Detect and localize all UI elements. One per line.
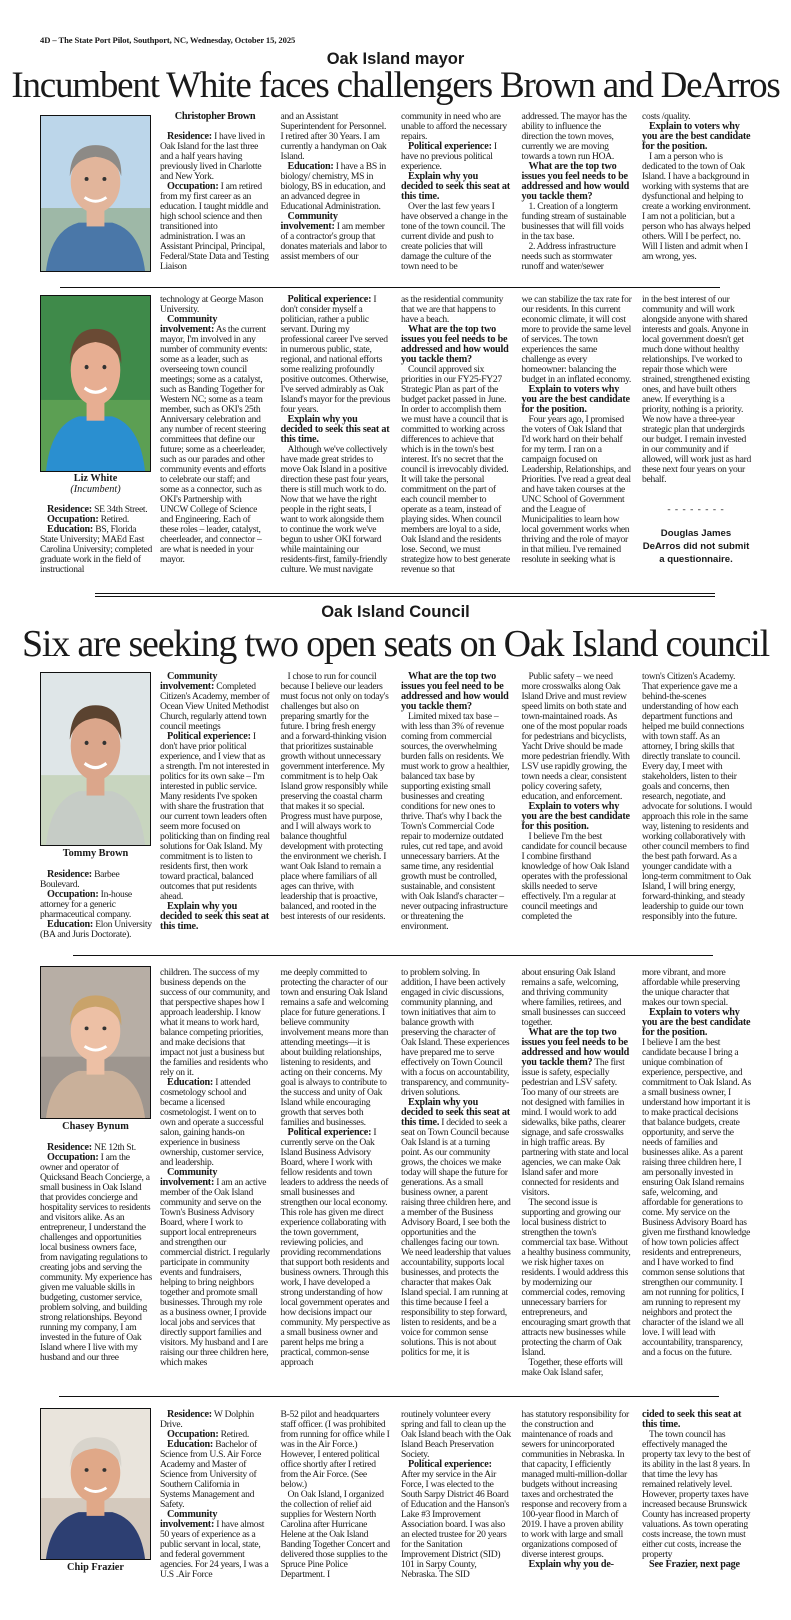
paragraph-text: Explain why you decided to seek this seat at this time. [401,171,510,202]
paragraph-text: In-house attorney for a generic pharmaceutical company. [40,889,132,920]
text-column [281,968,391,1368]
paragraph-text: Bachelor of Science from U.S. Air Force Academy and Master of Science from University of Southern California in Systems Management and Safety. [160,1439,262,1510]
text-column [160,1410,270,1580]
paragraph-lead: Residence: [47,869,92,880]
text-column [160,295,270,565]
paragraph-text: I attended cosmetology school and became a licensed cosmetologist. I went on to own and operate a successful salon, gaining hands-on experience in business ownership, customer service, and leadership. [160,1077,264,1168]
paragraph-text: BS, Florida State University; MAEd East Carolina University; completed graduate work in the field of instructional [40,524,152,575]
paragraph [401,112,511,142]
text-column [522,1410,632,1570]
paragraph-text: I am an active member of the Oak Island community and serve on the Town's Business Advisory Board, where I work to support local entrepreneurs and strengthen our commercial district. I regularly participate in community events and fundraisers, helping to bring neighbors together and promote small businesses. Through my role as a business owner, I provide local jobs and services that directly support families and visitors. My husband and I are raising our three children here, which makes [160,1177,270,1368]
text-column [401,672,511,932]
text-column [281,112,391,262]
photo-column-text [40,870,152,940]
photo-caption [40,473,151,495]
paragraph-text: has statutory responsibility for the construction and maintenance of roads and sewers for unincorporated communities in Nebraska. In that capacity, I efficiently managed multi-million-dollar budgets without increasing taxes and orchestrated the response and recovery from a 100-year flood in March of 2019. I have a proven ability to work with large and small organizations composed of diverse interest groups. [521,1409,629,1560]
question-heading [522,385,632,415]
candidate-name: Tommy Brown [62,848,129,859]
candidate-photo [40,295,151,472]
paragraph [401,1098,511,1358]
paragraph-text: I am the owner and operator of Quicksand Beach Concierge, a small business in Oak Island that provides concierge and hospitality services to residents and visitors alike. As an entrepreneur, I understand the challenges and opportunities local business owners face, from navigating regulations to creating jobs and serving the community. My experience has given me valuable skills in budgeting, customer service, problem solving, and building strong relationships. Beyond running my company, I am invested in the future of Oak Island where I live with my husband and our three [40,1152,152,1363]
portrait-illustration [41,967,150,1118]
candidate-photo [40,1408,151,1560]
divider [60,287,720,288]
paragraph [40,920,152,940]
text-column [160,112,270,272]
paragraph [401,712,511,932]
paragraph [522,1410,632,1560]
paragraph-text: I have no previous political experience. [401,141,497,172]
paragraph-text: routinely volunteer every spring and fall to clean up the Oak Island beach with the Oak Island Beach Preservation Society. [401,1409,511,1460]
candidate-name: Chip Frazier [67,1562,124,1573]
paragraph [160,732,270,902]
question-heading [401,672,511,712]
paragraph [522,832,632,922]
paragraph-text: The town council has effectively managed the property tax levy to the best of its ability in the last 8 years. In that time the levy has remained relatively level. However, property taxes have increased because Brunswick County has increased property valuations. As town operating costs increase, the town must either cut costs, increase the property [642,1429,751,1560]
paragraph-text: After my service in the Air Force, I was elected to the South Sarpy District 46 Board of Education and the Hanson's Lake #3 Improvement Association board. I was also an elected trustee for 20 years for the Sanitation Improvement District (SID) 101 in Sarpy County, Nebraska. The SID [401,1469,510,1580]
paragraph-text: Council approved six priorities in our FY25-FY27 Strategic Plan as part of the budget packet passed in June. In order to accomplish them we must have a council that is committed to working across differences to achieve that which is in the town's best interest. It's no secret that the council is irrevocably divided. It will take the personal commitment on the part of each council member to operate as a team, instead of playing sides. When council members are loyal to a side, Oak Island and the residents lose. Second, we must strategize how to best generate revenue so that [401,364,510,575]
paragraph-text: Elon University (BA and Juris Doctorate). [40,919,152,940]
text-column [642,968,752,1358]
paragraph-text: I have lived in Oak Island for the last three and a half years having previously lived in Charlotte and New York. [160,131,265,182]
paragraph [160,315,270,565]
paragraph-text: The second issue is supporting and growing our local business district to strengthen the town's commercial tax base. Without a healthy business community, we risk higher taxes on residents. I would address this by modernizing our commercial codes, removing unnecessary barriers for entrepreneurs, and encouraging smart growth that attracts new businesses while protecting the charm of Oak Island. [521,1197,631,1358]
paragraph [522,112,632,162]
text-column [522,112,632,272]
paragraph-text: What are the top two issues you feel need to be addressed and how would you tackle them? [401,671,509,712]
paragraph [160,672,270,732]
page-masthead: 4D – The State Port Pilot, Southport, NC, Wednesday, October 15, 2025 [40,35,296,45]
paragraph-text: technology at George Mason University. [160,294,264,315]
paragraph [522,202,632,242]
photo-caption [40,848,151,859]
paragraph-text: Although we've collectively have made great strides to move Oak Island in a positive direction these past four years, there is still much work to do. Now that we have the right people in the right seats, I want to work alongside them to continue the work we've begun to usher OKI forward while maintaining our residents-first, family-friendly culture. We must navigate [280,444,389,575]
paragraph-text: I chose to run for council because I believe our leaders must focus not only on today's challenges but also on preparing smartly for the future. I bring fresh energy and a forward-thinking vision that prioritizes sustainable growth without unnecessary government interference. My commitment is to help Oak Island grow responsibly while preserving the coastal charm that makes it so special. Progress must have purpose, and I will always work to balance thoughtful development with protecting the environment we cherish. I want Oak Island to remain a place where familiars of all ages can thrive, with leadership that is proactive, balanced, and rooted in the best interests of our residents. [280,671,389,922]
question-heading [401,172,511,202]
paragraph-text: town's Citizen's Academy. That experience gave me a behind-the-scenes understanding of how each department functions and helped me build connections with town staff. As an attorney, I bring skills that directly translate to council. Every day, I meet with stakeholders, listen to their goals and concerns, then research, negotiate, and advocate for solutions. I would approach this role in the same way, listening to residents and working collaboratively with other council members to find the best path forward. As a younger candidate with a long-term commitment to Oak Island, I will bring energy, forward-thinking, and steady leadership to guide our town responsibly into the future. [642,671,752,922]
divider [59,1396,719,1397]
paragraph-text: Together, these efforts will make Oak Island safer, [521,1357,623,1378]
paragraph [160,1510,270,1580]
text-column [522,295,632,565]
paragraph-text: Public safety – we need more crosswalks along Oak Island Drive and must review speed limits on both state and town-maintained roads. As one of the most popular roads for pedestrians and bicyclists, Yacht Drive should be made more pedestrian friendly. With LSV use rapidly growing, the town needs a clear, consistent policy covering safety, education, and enforcement. [521,671,630,802]
paragraph-text: in the best interest of our community and will work alongside anyone with shared interests and goals. Anyone in local government doesn't get much done without healthy relationships. I've worked to repair those which were strained, strengthened existing ones, and have built others anew. If everything is a priority, nothing is a priority. We now have a three-year strategic plan that undergirds our budget. I remain invested in our community and if allowed, will work just as hard these next four years on your behalf. [642,294,752,485]
paragraph [522,1028,632,1198]
divider [73,955,713,956]
paragraph-text: we can stabilize the tax rate for our residents. In this current economic climate, it will cost more to provide the same level of services. The town experiences the same challenge as every homeowner: balancing the budget in an inflated economy. [521,294,632,385]
paragraph [642,1430,752,1560]
paragraph-text: 2. Address infrastructure needs such as stormwater runoff and water/sewer [521,241,616,272]
paragraph-lead: What are the top two issues you feel needs to be addressed and how would you tackle them? [521,1027,630,1068]
paragraph-text: Over the last few years I have observed a change in the tone of the town council. The current divide and push to create policies that will damage the culture of the town need to be [401,201,508,272]
paragraph [40,890,152,920]
paragraph-text: more vibrant, and more affordable while preserving the unique character that makes our town special. [642,967,740,1008]
paragraph [522,1198,632,1358]
paragraph-text: NE 12th St. [91,1142,136,1153]
paragraph [642,672,752,922]
candidate-name: Chasey Bynum [62,1121,129,1132]
photo-column-text [40,505,152,575]
candidate-name: Liz White [73,473,118,484]
paragraph-text: I am retired from my first career as an education. I taught middle and high school science and then transitioned into administration. I was an Assistant Principal, Principal, Federal/State Data and Testing Liaison [160,181,269,272]
question-heading [642,1560,752,1570]
question-heading [642,1008,752,1038]
headline-council: Six are seeking two open seats on Oak Island council [21,623,769,665]
paragraph-lead: Community involvement: [160,671,218,692]
paragraph-lead: Community involvement: [160,314,218,335]
candidate-photo [40,672,151,846]
paragraph-text: Explain why you decided to seek this seat at this time. [160,901,269,932]
paragraph-lead: Occupation: [167,1429,219,1440]
paragraph-text: What are the top two issues you feel needs to be addressed and how would you tackle them? [401,324,509,365]
paragraph [281,162,391,212]
paragraph [281,212,391,262]
paragraph [401,202,511,272]
paragraph [401,1410,511,1460]
paragraph [40,525,152,575]
paragraph-text: I believe I'm the best candidate for council because I combine firsthand knowledge of how Oak Island operates with the professional skills needed to serve effectively. I'm a regular at council meetings and completed the [521,831,630,922]
paragraph-text: 1. Creation of a longterm funding stream of sustainable businesses that will fill voids in the tax base. [521,201,627,242]
paragraph [160,182,270,272]
separator: - - - - - - - - [667,504,725,515]
question-heading [642,122,752,152]
text-column [160,672,270,932]
paragraph-text: I have almost 50 years of experience as a public servant in local, state, and federal government agencies. For 24 years, I was a U.S .Air Force [160,1519,269,1580]
paragraph-text: I don't have prior political experience, and I view that as a strength. I'm not interested in politics for its own sake – I'm interested in public service. Many residents I've spoken with share the frustration that our current town leaders often seem more focused on politicking than on finding real solutions for Oak Island. My commitment is to listen to residents first, then work toward practical, balanced outcomes that put residents ahead. [160,731,270,902]
text-column [522,968,632,1378]
paragraph [401,295,511,325]
text-column [522,672,632,922]
paragraph [281,1128,391,1368]
paragraph-text: W Dolphin Drive. [160,1409,254,1430]
text-column [160,968,270,1368]
paragraph-text: Christopher Brown [174,111,256,122]
paragraph-text: I am member of a contractor's group that donates materials and labor to assist members of our [280,221,387,262]
paragraph-text: B-52 pilot and headquarters staff officer. (I was prohibited from running for office while I was in the Air Force.) However, I entered political office shortly after I retired from the Air Force. (See below.) [280,1409,390,1490]
paragraph-text: I currently serve on the Oak Island Business Advisory Board, where I work with fellow residents and town leaders to address the needs of small businesses and strengthen our local economy. This role has given me direct experience collaborating with the town government, reviewing policies, and providing recommendations that support both residents and business owners. Through this work, I have developed a strong understanding of how local government operates and how decisions impact our community. My perspective as a small business owner and parent helps me bring a practical, common-sense approach [280,1127,390,1368]
paragraph-text: As the current mayor, I'm involved in any number of community events: some as a leader, such as overseeing town council meetings; some as a catalyst, such as Banding Together for Western NC; some as a team member, such as OKI's 25th Anniversary celebration and any number of recent steering committees that define our future; some as a cheerleader, such as our parades and other community events and efforts to celebrate our staff; and some as a connector, such as OKI's Partnership with UNCW College of Science and Engineering. Each of these roles – leader, catalyst, cheerleader, and connector – are what is needed in your mayor. [160,324,268,565]
section-kicker-mayor: Oak Island mayor [326,50,465,68]
paragraph [522,295,632,385]
headline-mayor: Incumbent White faces challengers Brown and DeArros [11,65,780,106]
paragraph [522,242,632,272]
paragraph-text: about ensuring Oak Island remains a safe, welcoming, and thriving community where families, retirees, and small businesses can succeed together. [521,967,626,1028]
paragraph [522,672,632,802]
paragraph-lead: Education: [47,919,94,930]
paragraph [401,968,511,1098]
paragraph-text: to problem solving. In addition, I have been actively engaged in civic discussions, community planning, and town initiatives that aim to balance growth with preserving the character of Oak Island. These experiences have prepared me to serve effectively on Town Council with a focus on accountability, transparency, and community-driven solutions. [401,967,510,1098]
text-column [401,295,511,575]
paragraph-text: Political experience: [408,1459,492,1470]
paragraph [160,1440,270,1510]
text-column [642,672,752,922]
paragraph-text: See Frazier, next page [649,1559,740,1570]
paragraph [401,365,511,575]
paragraph [160,968,270,1078]
paragraph-text: community in need who are unable to afford the necessary repairs. [401,111,507,142]
paragraph-lead: Community involvement: [160,1167,218,1188]
paragraph [40,870,152,890]
paragraph [160,1078,270,1168]
portrait-illustration [41,1409,150,1559]
candidate-name [160,112,270,122]
paragraph [642,295,752,485]
text-column [281,672,391,922]
paragraph [281,445,391,575]
paragraph-text: On Oak Island, I organized the collection of relief aid supplies for Western North Carolina after Hurricane Helene at the Oak Island Banding Together Concert and delivered those supplies to the Spruce Pine Police Department. I [280,1489,390,1580]
section-divider [95,593,715,597]
paragraph-text: me deeply committed to protecting the character of our town and ensuring Oak Island remains a safe and welcoming place for future generations. I believe community involvement means more than attending meetings—it is about building relationships, listening to residents, and acting on their concerns. My goal is always to contribute to the success and unity of Oak Island while encouraging growth that serves both families and businesses. [280,967,389,1128]
paragraph-lead: Occupation: [47,889,99,900]
paragraph [160,1410,270,1430]
paragraph-text: I believe I am the best candidate because I bring a unique combination of experience, perspective, and commitment to Oak Island. As a small business owner, I understand how important it is to make practical decisions that balance budgets, create opportunity, and serve the needs of families and businesses alike. As a parent raising three children here, I am personally invested in ensuring Oak Island remains safe, welcoming, and affordable for generations to come. My service on the Business Advisory Board has given me firsthand knowledge of how town policies affect residents and entrepreneurs, and I have worked to find common sense solutions that strengthen our community. I am not running for politics, I am running to represent my neighbors and protect the character of the island we all love. I will lead with accountability, transparency, and a focus on the future. [642,1037,752,1358]
paragraph-lead: Occupation: [47,514,99,525]
paragraph [160,1168,270,1368]
paragraph-text: as the residential community that we are that happens to have a beach. [401,294,504,325]
paragraph-text: Limited mixed tax base – with less than 3% of revenue coming from commercial sources, the overwhelming burden falls on residents. We must work to grow a healthier, balanced tax base by supporting existing small businesses and creating conditions for new ones to thrive. That's why I back the Town's Commercial Code repair to modernize outdated rules, cut red tape, and avoid unnecessary barriers. At the same time, any residential growth must be controlled, sustainable, and consistent with Oak Island's character – never outpacing infrastructure or threatening the environment. [401,711,510,932]
paragraph-lead: Residence: [47,504,92,515]
paragraph-lead: Education: [167,1439,214,1450]
question-heading [522,802,632,832]
paragraph-lead: Community involvement: [280,211,338,232]
paragraph-lead: Residence: [167,131,212,142]
paragraph-text: costs /quality. [642,111,691,122]
text-column [642,112,752,262]
paragraph-lead: Political experience: [167,731,251,742]
paragraph [281,1490,391,1580]
paragraph-text: Explain to voters why you are the best candidate for this position. [521,801,630,832]
text-column [642,1410,752,1570]
text-column [281,295,391,575]
paragraph [160,295,270,315]
paragraph [401,1470,511,1580]
text-column [642,295,752,485]
paragraph [281,112,391,162]
question-heading [401,325,511,365]
paragraph [642,152,752,262]
paragraph [160,132,270,182]
paragraph [281,1410,391,1490]
text-column [401,968,511,1358]
paragraph-lead: Education: [47,524,94,535]
paragraph-text: Four years ago, I promised the voters of Oak Island that I'd work hard on their behalf for my term. I ran on a campaign focused on Leadership, Relationships, and Priorities. I've read a great deal and have taken courses at the UNC School of Government and the League of Municipalities to learn how local government works when thriving and the role of mayor in that milieu. I've remained resolute in seeking what is [521,414,631,565]
paragraph-text: Explain to voters why you are the best candidate for the position. [642,1007,751,1038]
paragraph-text: I have a BS in biology/ chemistry, MS in biology, BS in education, and an advanced degree in Educational Administration. [280,161,386,212]
paragraph [281,968,391,1128]
paragraph [401,142,511,172]
paragraph-text: addressed. The mayor has the ability to influence the direction the town moves, currently we are moving towards a town run HOA. [521,111,627,162]
paragraph [642,1038,752,1358]
paragraph [642,968,752,1008]
candidate-photo [40,115,151,272]
photo-column-text [40,1143,152,1363]
paragraph-text: Retired. [98,514,129,525]
paragraph-lead: Occupation: [47,1152,99,1163]
paragraph-lead: Community involvement: [160,1509,218,1530]
paragraph-lead: Political experience: [408,141,492,152]
question-heading [281,415,391,445]
paragraph-lead: Residence: [47,1142,92,1153]
dearros-note: Douglas James DeArros did not submit a questionnaire. [642,528,750,565]
paragraph [522,415,632,565]
paragraph-lead: Education: [167,1077,214,1088]
paragraph-text: and an Assistant Superintendent for Personnel. I retired after 30 Years. I am currently a handyman on Oak Island. [280,111,387,162]
question-heading [522,162,632,202]
paragraph-text: Explain why you de- [528,1559,614,1570]
paragraph-lead: Residence: [167,1409,212,1420]
paragraph-text: Retired. [218,1429,249,1440]
paragraph-text: Explain why you decided to seek this seat at this time. [280,414,390,445]
question-heading [522,1560,632,1570]
paragraph-text: The first issue is safety, especially pedestrian and LSV safety. Too many of our streets are not designed with families in mind. I would work to add sidewalks, bike paths, clearer signage, and safe crosswalks in high traffic areas. By partnering with state and local agencies, we can make Oak Island safer and more connected for residents and visitors. [521,1057,629,1198]
photo-caption [40,1121,151,1132]
candidate-photo [40,966,151,1119]
paragraph-text: Explain to voters why you are the best candidate for the position. [642,121,751,152]
paragraph [40,1153,152,1363]
paragraph [281,672,391,922]
paragraph-text: SE 34th Street. [91,504,148,515]
paragraph-lead: Political experience: [287,294,372,305]
portrait-illustration [41,673,150,845]
paragraph-text: Barbee Boulevard. [40,869,120,890]
paragraph [522,1358,632,1378]
paragraph-lead: Occupation: [167,181,219,192]
paragraph-lead: Political experience: [287,1127,372,1138]
text-column [281,1410,391,1580]
paragraph-lead: Explain why you decided to seek this seat at this time. [401,1097,510,1128]
text-column [401,112,511,272]
text-column [401,1410,511,1580]
paragraph-text: I am a person who is dedicated to the town of Oak Island. I have a background in working with systems that are dysfunctional and helping to create a working environment. I am not a politician, but a person who has always helped others. Will I be perfect, no. Will I listen and admit when I am wrong, yes. [642,151,751,262]
paragraph-text: cided to seek this seat at this time. [642,1409,742,1430]
paragraph-text: Explain to voters why you are the best candidate for the position. [521,384,630,415]
paragraph-text: children. The success of my business depends on the success of our community, and that perspective shapes how I approach leadership. I know what it means to work hard, balance competing priorities, and make decisions that impact not just a business but the families and residents who rely on it. [160,967,270,1078]
paragraph-lead: Education: [287,161,334,172]
candidate-status: (Incumbent) [70,484,121,495]
paragraph-text: What are the top two issues you feel needs to be addressed and how would you tackle them? [521,161,630,202]
paragraph [522,968,632,1028]
question-heading [642,1410,752,1430]
photo-caption [40,1562,151,1573]
portrait-illustration [41,296,150,471]
paragraph [281,295,391,415]
question-heading [160,902,270,932]
paragraph-text: I decided to seek a seat on Town Council because Oak Island is at a turning point. As our community grows, the choices we make today will shape the future for generations. As a small business owner, a parent raising three children here, and a member of the Business Advisory Board, I see both the opportunities and the challenges facing our town. We need leadership that values accountability, supports local businesses, and protects the character that makes Oak Island special. I am running at this time because I feel a responsibility to step forward, listen to residents, and be a voice for common sense solutions. This is not about politics for me, it is [401,1117,511,1358]
paragraph-text: Completed Citizen's Academy, member of Ocean View United Methodist Church, regularly attend town council meetings [160,681,270,732]
section-kicker-council: Oak Island Council [321,603,470,621]
paragraph-text: I don't consider myself a politician, rather a public servant. During my professional career I've served in numerous public, state, regional, and national efforts some realizing profoundly positive outcomes. Otherwise, I've served admirably as Oak Island's mayor for the previous four years. [280,294,391,415]
portrait-illustration [41,116,150,271]
